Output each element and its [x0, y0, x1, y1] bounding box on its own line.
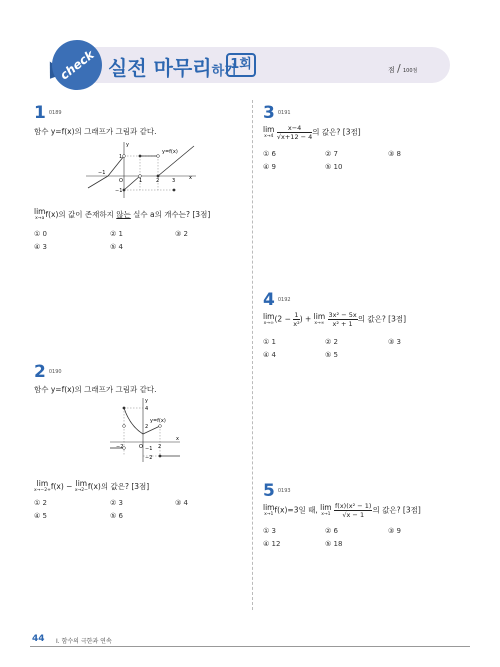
page-number: 44	[32, 634, 45, 644]
chapter-title: Ⅰ. 함수의 극한과 연속	[56, 638, 112, 645]
problem-2-question: lim x→−2+ f(x) − lim x→2− f(x)의 값은? [3점]	[34, 479, 150, 493]
problem-3-choice-3[interactable]: ③ 8	[388, 150, 401, 158]
problem-1-number: 1 0189	[34, 103, 62, 123]
svg-text:O: O	[139, 444, 143, 450]
problem-4-choice-2[interactable]: ② 2	[325, 338, 338, 346]
check-badge: check	[42, 30, 112, 100]
problem-1-question: lim x→a f(x)의 값이 존재하지 않는 실수 a의 개수는? [3점]	[34, 207, 211, 221]
round-badge: 1회	[226, 53, 256, 77]
problem-5-choice-5[interactable]: ⑤ 18	[325, 540, 343, 548]
problem-1-choice-3[interactable]: ③ 2	[175, 230, 188, 238]
problem-2-choice-5[interactable]: ⑤ 6	[110, 512, 123, 520]
problem-3-question: lim x→4 $\frac{x-4}{√x+12 - 4}$ 의 값은? [3점]	[263, 124, 361, 141]
problem-5-choice-2[interactable]: ② 6	[325, 527, 338, 535]
svg-text:2: 2	[156, 178, 160, 184]
problem-5-number: 5 0193	[263, 481, 291, 501]
problem-2-choice-4[interactable]: ④ 5	[34, 512, 47, 520]
score-field: 점 / 100점	[388, 62, 418, 75]
problem-4-number: 4 0192	[263, 290, 291, 310]
svg-text:−2: −2	[145, 455, 153, 461]
svg-text:y: y	[145, 398, 148, 404]
problem-5-choice-4[interactable]: ④ 12	[263, 540, 281, 548]
svg-text:O: O	[119, 178, 123, 184]
problem-1-graph	[84, 140, 199, 200]
problem-4-choice-4[interactable]: ④ 4	[263, 351, 276, 359]
problem-3-choice-5[interactable]: ⑤ 10	[325, 163, 343, 171]
problem-5-choice-3[interactable]: ③ 9	[388, 527, 401, 535]
svg-text:2: 2	[158, 444, 162, 450]
svg-text:y=f(x): y=f(x)	[150, 418, 166, 424]
svg-text:x: x	[189, 175, 192, 181]
problem-5-choice-1[interactable]: ① 3	[263, 527, 276, 535]
problem-4-question: lim x→∞ (2 − $\frac{1}{\text{x²}}$ ) + lim x→∞ $\frac{\text{3x² − 5x}}{\text{x² + 1}}$ 의 값은? [3점]	[263, 311, 407, 328]
footer-line	[30, 646, 470, 647]
svg-text:−2: −2	[116, 444, 124, 450]
problem-2-graph	[108, 396, 183, 464]
problem-2-number: 2 0190	[34, 362, 62, 382]
problem-4-choice-1[interactable]: ① 1	[263, 338, 276, 346]
problem-2-choice-2[interactable]: ② 3	[110, 499, 123, 507]
column-divider	[252, 100, 253, 610]
svg-text:y: y	[126, 142, 129, 148]
problem-4-choice-3[interactable]: ③ 3	[388, 338, 401, 346]
svg-text:3: 3	[172, 178, 176, 184]
problem-3-number: 3 0191	[263, 103, 291, 123]
problem-1-choice-5[interactable]: ⑤ 4	[110, 243, 123, 251]
problem-4-choice-5[interactable]: ⑤ 5	[325, 351, 338, 359]
svg-text:−1: −1	[115, 188, 123, 194]
svg-text:y=f(x): y=f(x)	[162, 149, 178, 155]
problem-2-choice-1[interactable]: ① 2	[34, 499, 47, 507]
svg-text:2: 2	[145, 424, 149, 430]
page-title: 실전 마무리하기	[108, 56, 237, 80]
problem-1-choice-2[interactable]: ② 1	[110, 230, 123, 238]
svg-text:1: 1	[119, 154, 123, 160]
problem-3-choice-4[interactable]: ④ 9	[263, 163, 276, 171]
problem-2-choice-3[interactable]: ③ 4	[175, 499, 188, 507]
problem-3-choice-1[interactable]: ① 6	[263, 150, 276, 158]
svg-text:−1: −1	[145, 446, 153, 452]
svg-text:−1: −1	[98, 170, 106, 176]
problem-5-question: lim x→1 f(x)=3일 때, lim x→1 $\frac{\text{f(x)(x² − 1)}}{√x - 1}$ 의 값은? [3점]	[263, 502, 421, 519]
problem-2-text: 함수 y=f(x)의 그래프가 그림과 같다.	[34, 385, 157, 394]
problem-3-choice-2[interactable]: ② 7	[325, 150, 338, 158]
problem-1-choice-4[interactable]: ④ 3	[34, 243, 47, 251]
problem-1-text: 함수 y=f(x)의 그래프가 그림과 같다.	[34, 127, 157, 136]
problem-1-choice-1[interactable]: ① 0	[34, 230, 47, 238]
svg-text:4: 4	[145, 406, 149, 412]
svg-text:1: 1	[139, 178, 143, 184]
svg-text:x: x	[176, 436, 179, 442]
